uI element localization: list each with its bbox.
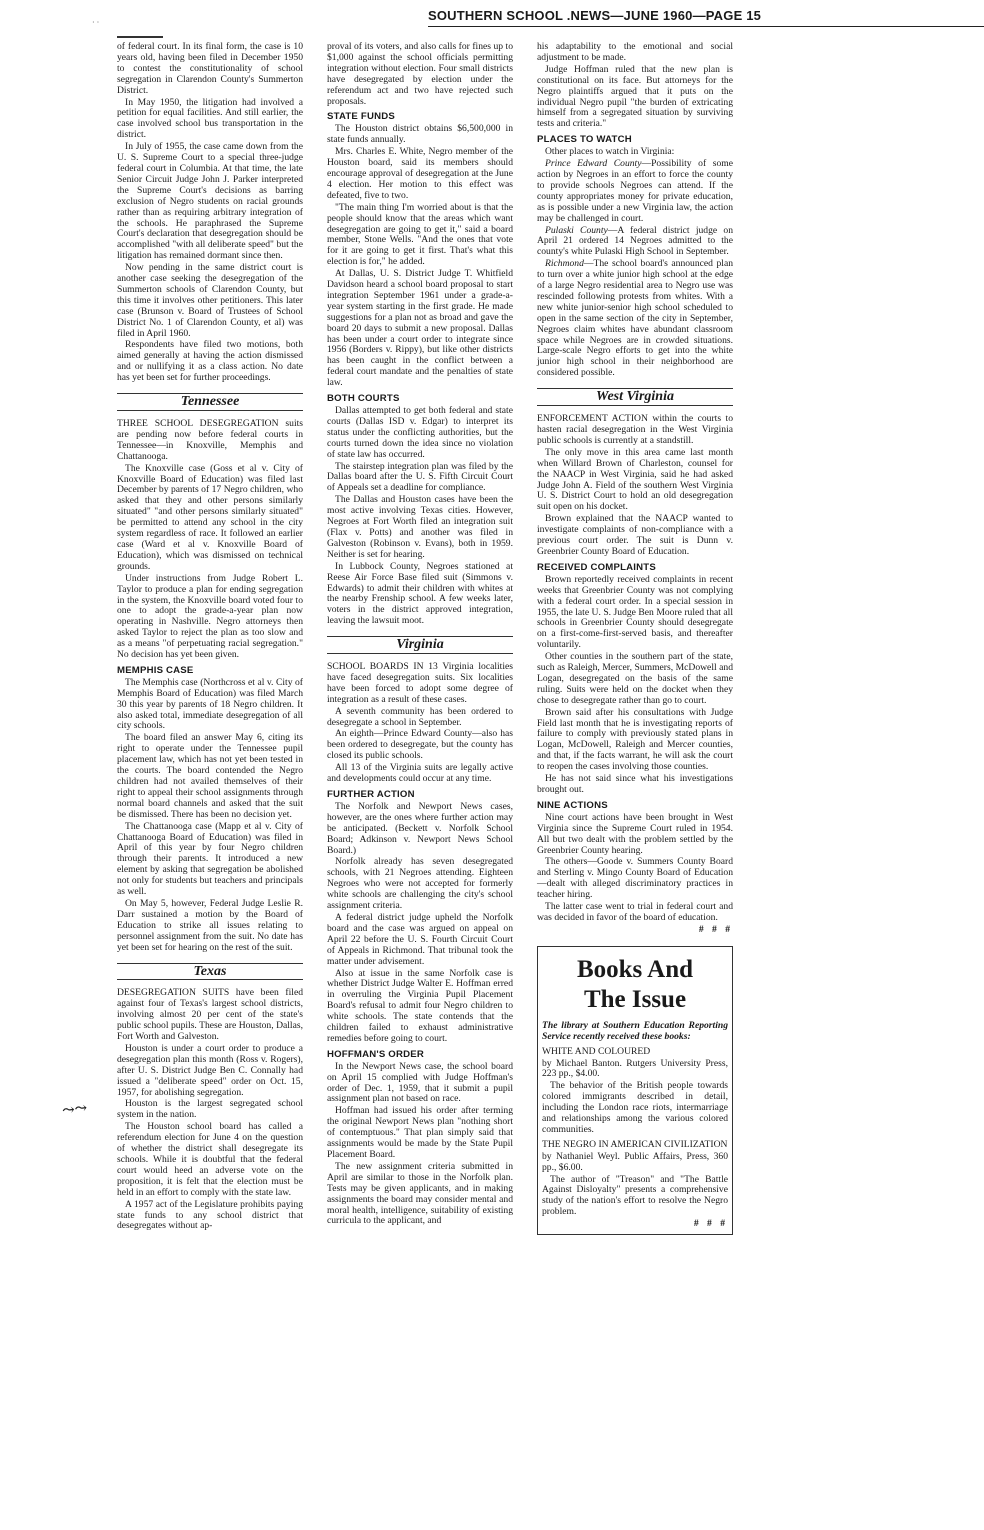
subhead: RECEIVED COMPLAINTS xyxy=(537,561,656,573)
subhead: MEMPHIS CASE xyxy=(117,664,194,676)
lead-paragraph xyxy=(327,662,513,706)
end-mark: # # # xyxy=(698,923,733,935)
paragraph xyxy=(537,159,733,224)
masthead-rule xyxy=(428,26,984,27)
paragraph: The only move in this area came last month when Willard Brown of Charleston, counsel for the NAACP in West Virginia, said he had asked Judge John A. Field of the southern West Virginia U. S. District Court to hold an old desegregation suit open on his docket. xyxy=(537,446,733,513)
paragraph: The Houston district obtains $6,500,000 in state funds annually. xyxy=(327,123,513,146)
book-description: The author of "Treason" and "The Battle Against Disloyalty" presents a comprehensive study of the nation's effort to resolve the Negro problem. xyxy=(542,1173,728,1218)
paragraph: of federal court. In its final form, the case is 10 years old, having been filed in December 1950 to contest the constitutionality of school segregation in Clarendon County's Summerton District. xyxy=(117,41,303,96)
paragraph: All 13 of the Virginia suits are legally active and developments could occur at any time. xyxy=(327,762,513,785)
paragraph: At Dallas, U. S. District Judge T. Whitfield Davidson heard a school board proposal to start integration September 1961 under a grade-a-year system starting in the first grade. He made suggestions for a plan not as broad and gave the board 20 days to submit a new proposal. Dallas has been under a court order to integrate since 1956 (Borders v. Rippy), but like other districts has been caught in the conflict between a federal court mandate and the penalties of state law. xyxy=(327,268,513,389)
paragraph: Judge Hoffman ruled that the new plan is constitutional on its face. But attorneys for the Negro plaintiffs argued that it puts on the individual Negro pupil "the burden of extricating himself from a segregated situation by surviving tests and criteria." xyxy=(537,63,733,130)
paragraph: A seventh community has been ordered to desegregate a school in September. xyxy=(327,705,513,728)
subhead: HOFFMAN'S ORDER xyxy=(327,1048,424,1060)
books-title-line: The Issue xyxy=(583,985,687,1013)
column-3 xyxy=(537,42,733,1235)
paragraph: In Lubbock County, Negroes stationed at Reese Air Force Base filed suit (Simmons v. Edwards) to admit their children with whites at the nearby Frenship school. A few weeks later, voters in the district approved integration, leaving the lawsuit moot. xyxy=(327,560,513,627)
books-title xyxy=(542,955,728,1015)
paragraph: Houston is the largest segregated school system in the nation. xyxy=(117,1098,303,1121)
paragraph xyxy=(537,226,733,259)
paragraph: The Memphis case (Northcross et al v. City of Memphis Board of Education) was filed March 30 this year by parents of 18 Negro children. It also asked total, immediate desegregation of all city schools. xyxy=(117,676,303,732)
paragraph: Brown reportedly received complaints in recent weeks that Greenbrier County was not complying with a federal court order. In a special session in 1955, the late U. S. Judge Ben Moore ruled that all schools in Greenbrier County should desegregate on a first-come-first-served basis, and thereafter voluntarily. xyxy=(537,573,733,651)
lead-paragraph xyxy=(117,419,303,463)
paragraph: Brown explained that the NAACP wanted to investigate complaints of non-compliance with a previous court order. The suit is Dunn v. Greenbrier County Board of Education. xyxy=(537,513,733,557)
paragraph: Hoffman had issued his order after terming the original Newport News plan "nothing short of contemptuous." That plan simply said that assignments would be made by the State Pupil Placement Board. xyxy=(327,1105,513,1160)
lead-paragraph xyxy=(117,988,303,1043)
section-head-west-virginia: West Virginia xyxy=(537,388,733,406)
masthead: SOUTHERN SCHOOL .NEWS—JUNE 1960—PAGE 15 xyxy=(428,8,762,23)
paragraph: The others—Goode v. Summers County Board and Sterling v. Mingo County Board of Education—dealt with alleged discriminatory practices in teacher hiring. xyxy=(537,856,733,901)
subhead: NINE ACTIONS xyxy=(537,799,608,811)
paragraph xyxy=(537,259,733,379)
paragraph: The stairstep integration plan was filed by the Dallas board after the U. S. Fifth Circuit Court of Appeals set a deadline for compliance. xyxy=(327,460,513,494)
section-head-texas: Texas xyxy=(117,963,303,981)
paragraph: In the Newport News case, the school board on April 15 complied with Judge Hoffman's order of Dec. 1, 1959, that it submit a pupil assignment plan not based on race. xyxy=(327,1060,513,1105)
place-text: —The school board's announced plan to turn over a white junior high school at the edge of a large Negro residential area to Negro use was rescinded following protests from whites. With a new white junior-senior high school scheduled to open in the same section of the city in September, Negroes claim whites have abundant classroom space while Negroes are in crowded situations. Large-scale Negro efforts to get into the white junior high school in their neighborhood are considered possible. xyxy=(537,258,733,379)
end-mark: # # # xyxy=(693,1218,728,1230)
lead-text: suits are pending now before federal courts in Tennessee—in Knoxville, Memphis and Chattanooga. xyxy=(117,418,304,462)
paragraph: The Norfolk and Newport News cases, however, are the ones where further action may be anticipated. (Beckett v. Norfolk School Board; Adkinson v. Newport News School Board.) xyxy=(327,800,513,856)
lead-text: within the courts to hasten racial desegregation in the West Virginia public schools is currently at a standstill. xyxy=(537,413,734,446)
place-name: Richmond xyxy=(545,258,584,270)
subhead: BOTH COURTS xyxy=(327,393,400,405)
paragraph: The new assignment criteria submitted in April are similar to those in the Norfolk plan. Tests may be given applicants, and in making assignments the board may consider mental and moral health, intelligence, suitability of existing curricula to the applicant, and xyxy=(327,1160,513,1227)
lead-caps: SCHOOL BOARDS IN xyxy=(327,661,424,673)
paragraph: An eighth—Prince Edward County—also has been ordered to desegregate, but the county has closed its public schools. xyxy=(327,728,513,762)
paragraph: In July of 1955, the case came down from the U. S. Supreme Court to a special three-judge federal court in Columbia. At that time, the late Senior Circuit Judge John J. Parker interpreted the Supreme Court's decisions as barring exclusion of Negro students on racial grounds rather than as requiring arbitrary integration of the schools. He paraphrased the Supreme Court's declaration that desegregation should be accomplished "with all deliberate speed" but the litigation has remained dormant since then. xyxy=(117,141,303,262)
lead-caps: THREE SCHOOL DESEGREGATION xyxy=(117,418,279,429)
paragraph: Respondents have filed two motions, both aimed generally at having the action dismissed and or nullifying it as a class action. No date has yet been set for further proceedings. xyxy=(117,339,303,384)
lead-caps: DESEGREGATION SUITS xyxy=(117,987,230,999)
paragraph: The Dallas and Houston cases have been the most active involving Texas cities. However, Negroes at Fort Worth filed an integration suit (Flax v. Potts) and another was filed in Galveston (Robinson v. Evans), both in 1959. Neither is set for hearing. xyxy=(327,494,513,560)
paragraph: Under instructions from Judge Robert L. Taylor to produce a plan for ending segregation in the system, the Knoxville board voted four to one to adopt the grade-a-year plan now operating in Nashville. Negro attorneys then asked Taylor to reject the plan as too slow and as a means "of perpetuating racial segregation." No decision has yet been given. xyxy=(117,572,303,661)
books-box xyxy=(537,946,733,1235)
paragraph: proval of its voters, and also calls for fines up to $1,000 against the school officials permitting integration without election. Four small districts have desegregated by election under the referendum act and two have rejected such proposals. xyxy=(327,41,513,107)
paragraph: Mrs. Charles E. White, Negro member of the Houston board, said its members should encourage approval of desegregation at the June 4 election. Her motion to this effect was defeated, five to two. xyxy=(327,146,513,201)
paragraph: On May 5, however, Federal Judge Leslie R. Darr sustained a motion by the Board of Education to strike all issues relating to personnel assignment from the suit. No date has yet been set for hearing on the rest of the suit. xyxy=(117,897,303,953)
books-title-line: Books And xyxy=(576,955,694,983)
paragraph: Brown said after his consultations with Judge Field last month that he is investigating reports of failure to comply with previously stated plans in Logan, McDowell, Raleigh and Mercer counties, and that, if the facts warrant, he will ask the court to reopen the cases involving those counties. xyxy=(537,706,733,773)
paragraph: his adaptability to the emotional and social adjustment to be made. xyxy=(537,41,733,63)
paragraph: He has not said since what his investigations brought out. xyxy=(537,773,733,795)
book-description: The behavior of the British people towards colored immigrants described in detail, including the London race riots, intermarriage and relationships among the various colored communities. xyxy=(542,1080,728,1135)
book-title: WHITE AND COLOURED xyxy=(542,1045,651,1057)
scan-mark: · · xyxy=(92,18,100,27)
paragraph: The Houston school board has called a referendum election for June 4 on the question of whether the district shall desegregate its schools. While it is doubtful that the federal court would heed an adverse vote on the proposition, it is felt that the election must be held in an effort to comply with the state law. xyxy=(117,1121,303,1198)
lead-paragraph xyxy=(537,414,733,447)
book-title: THE NEGRO IN AMERICAN CIVILIZATION xyxy=(542,1138,728,1150)
place-name: Pulaski County xyxy=(545,224,608,236)
paragraph: In May 1950, the litigation had involved a petition for equal facilities. And still earlier, the case involved school bus transportation in the district. xyxy=(117,96,303,141)
paragraph: Houston is under a court order to produce a desegregation plan this month (Ross v. Rogers), after U. S. District Judge Ben C. Connally had issued a "deliberate speed" order on Oct. 15, 1957, for abolishing segregation. xyxy=(117,1042,303,1098)
paragraph: A federal district judge upheld the Norfolk board and the case was argued on appeal on April 22 before the U. S. Fourth Circuit Court of Appeals in Richmond. That tribunal took the matter under advisement. xyxy=(327,911,513,967)
handwritten-mark: ⤳⤳ xyxy=(60,1098,89,1120)
place-name: Prince Edward County xyxy=(545,158,642,170)
section-head-tennessee: Tennessee xyxy=(117,393,303,411)
subhead: PLACES TO WATCH xyxy=(537,134,632,146)
place-text: —A federal district judge on April 21 ordered 14 Negroes admitted to the county's white Pulaski High School in September. xyxy=(537,224,733,258)
book-byline: by Michael Banton. Rutgers University Press, 223 pp., $4.00. xyxy=(542,1057,728,1080)
column-2 xyxy=(327,42,513,1228)
paragraph: "The main thing I'm worried about is that the people should know that the areas which want desegregation are going to get it," said a board member, Stone Wells. "And the ones that vote for it are going to get it first. That's what this election is for," he added. xyxy=(327,201,513,268)
column-1 xyxy=(117,42,303,1233)
section-head-virginia: Virginia xyxy=(327,636,513,654)
book-byline: by Nathaniel Weyl. Public Affairs, Press, 360 pp., $6.00. xyxy=(542,1150,728,1173)
paragraph: The Knoxville case (Goss et al v. City of Knoxville Board of Education) was filed last December by parents of 17 Negro children, who asked that they and other persons similarly situated" "and other persons similarly situated" be permitted to attend any school in the city system regardless of race. It followed an earlier case (Ward et al v. Knoxville Board of Education), which was dismissed on technical grounds. xyxy=(117,462,303,572)
paragraph: A 1957 act of the Legislature prohibits paying state funds to any school district that desegregates without ap- xyxy=(117,1198,303,1232)
paragraph: Dallas attempted to get both federal and state courts (Dallas ISD v. Edgar) to interpret its status under the conflicting authorities, but the courts turned down the idea since no violation of state law has occurred. xyxy=(327,405,513,460)
lead-text: 13 Virginia localities have faced desegregation suits. Six localities have been forced to adopt some degree of integration as a result of these cases. xyxy=(327,661,513,705)
subhead: FURTHER ACTION xyxy=(327,789,415,800)
paragraph: Norfolk already has seven desegregated schools, with 21 Negroes attending. Eighteen Negroes who were not accepted for formerly white schools are challenging the city's school assignment criteria. xyxy=(327,856,513,912)
lead-text: have been filed against four of Texas's largest school districts, involving almost 20 per cent of the state's public school pupils. These are Houston, Dallas, Fort Worth and Galveston. xyxy=(117,987,303,1043)
place-text: —Possibility of some action by Negroes in an effort to force the county to provide schools Negroes can attend. If the county appropriates money for private education, as is possible under a new Virginia law, the action may be challenged in court. xyxy=(537,158,733,224)
subhead: STATE FUNDS xyxy=(327,111,395,123)
paragraph: The latter case went to trial in federal court and was decided in favor of the board of education. xyxy=(537,901,733,923)
paragraph: Other places to watch in Virginia: xyxy=(545,146,675,158)
paragraph: Nine court actions have been brought in West Virginia since the Supreme Court ruled in 1954. All but two dealt with the problem settled by the Greenbrier County hearing. xyxy=(537,811,733,856)
top-dash xyxy=(117,36,163,38)
paragraph: The board filed an answer May 6, citing its right to operate under the Tennessee pupil placement law, which has not yet been tested in the courts. The board contended the Negro children had not availed themselves of their right to appeal their school assignments through normal board channels and asked that the suit be dismissed. There has been no decision yet. xyxy=(117,732,303,820)
lead-caps: ENFORCEMENT ACTION xyxy=(537,413,648,425)
paragraph: Now pending in the same district court is another case seeking the desegregation of the Summerton schools of Clarendon County, but this time it involves other petitioners. This later case (Brunson v. Board of Trustees of School District No. 1 of Clarendon County, et al) was filed in April 1960. xyxy=(117,262,303,339)
books-intro: The library at Southern Education Reporting Service recently received these books: xyxy=(542,1019,728,1042)
paragraph: Other counties in the southern part of the state, such as Raleigh, Mercer, Summers, McDowell and Logan, desegregated on the basis of the same ruling. Suits were held on the docket when they chose to desegregate rather than go to court. xyxy=(537,651,733,706)
paragraph: The Chattanooga case (Mapp et al v. City of Chattanooga Board of Education) was filed in April of this year by four Negro children through their parents. It introduced a new element by asking that segregation be abolished not only for students but teachers and principals as well. xyxy=(117,820,303,898)
paragraph: Also at issue in the same Norfolk case is whether District Judge Walter E. Hoffman erred in overruling the Virginia Pupil Placement Board's refusal to admit four Negro children to white schools. The state contends that the children failed to exhaust administrative remedies before going to court. xyxy=(327,967,513,1044)
